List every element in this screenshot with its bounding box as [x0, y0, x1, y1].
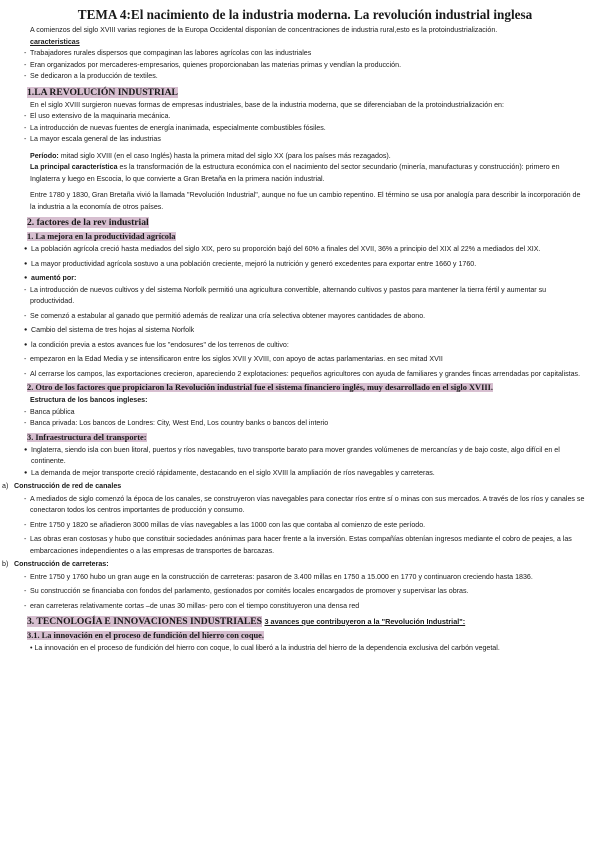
- list-item: ● La demanda de mejor transporte creció rápidamente, destacando en el siglo XVIII la ampliación de ríos navegables y carreteras.: [24, 468, 586, 480]
- list-item: - empezaron en la Edad Media y se intensificaron entre los siglos XVII y XVIII, con apoyo de actas parlamentarias. en sec mitad XVII: [24, 354, 586, 366]
- principal-paragraph: La principal característica es la transformación de la estructura económica con el nacimiento del sector secundario (minería, manufacturas y construcción): primero en Inglaterra y luego en Escocia, lo que convierte a Gran Bretaña en la primera nación industrial.: [30, 163, 560, 183]
- subsection-3-1-text: • La innovación en el proceso de fundición del hierro con coque, lo cual liberó a la industria del hierro de la dependencia exclusiva del carbón vegetal.: [30, 644, 500, 652]
- list-item: - Entre 1750 y 1760 hubo un gran auge en la construcción de carreteras: pasaron de 3.400 millas en 1750 a 15.000 en 1770 y continuaron creciendo hasta 1836.: [24, 572, 586, 584]
- section-1-item: - La introducción de nuevas fuentes de energía inanimada, especialmente combustibles fósiles.: [24, 123, 586, 135]
- list-item: - Las obras eran costosas y hubo que constituir sociedades anónimas para hacer frente a la inversión. Estas compañías obtenían ingresos mediante el cobro de peajes, a las embarcaciones independientes o a las empresas de transportes de barcazas.: [24, 534, 586, 557]
- intro-item: - Eran organizados por mercaderes-empresarios, quienes proporcionaban las materias primas y vendían la producción.: [24, 60, 586, 72]
- list-item: ● la condición previa a estos avances fue los "endosures" de los terrenos de cultivo:: [24, 340, 586, 352]
- intro-item: - Se dedicaron a la producción de textiles.: [24, 71, 586, 83]
- periodo-paragraph: Período: mitad siglo XVIII (en el caso Inglés) hasta la primera mitad del siglo XX (para los países más rezagados).: [30, 151, 391, 160]
- roads-heading: b) Construcción de carreteras:: [2, 560, 109, 568]
- list-item: ● Inglaterra, siendo isla con buen litoral, puertos y ríos navegables, tuvo transporte barato para mover grandes volúmenes de mercancías y de bajo coste, algo difícil en el continente.: [24, 445, 586, 468]
- subsection-3-1-heading: 3.1. La innovación en el proceso de fundición del hierro con coque.: [27, 631, 264, 640]
- subsection-2-3-heading: 3. Infraestructura del transporte:: [27, 432, 147, 442]
- section-1-closing: Entre 1780 y 1830, Gran Bretaña vivió la llamada "Revolución Industrial", aunque no fue un cambio repentino. El término se usa por analogía para describir la incorporación de la industria a la economía de otros países.: [30, 191, 581, 211]
- list-item: - A mediados de siglo comenzó la época de los canales, se construyeron vías navegables para conectar ríos entre sí o minas con sus mercados. A través de los ríos y canales se conectaron todos los centros importantes de producción y consumo.: [24, 494, 586, 517]
- list-item: - Se comenzó a estabular al ganado que permitió además de realizar una cría selectiva obtener mayores cantidades de abono.: [24, 311, 586, 323]
- section-2-heading: 2. factores de la rev industrial: [27, 217, 149, 228]
- subsection-2-1-heading: 1. La mejora en la productividad agrícola: [27, 232, 176, 241]
- list-item: ● Cambio del sistema de tres hojas al sistema Norfolk: [24, 325, 586, 337]
- list-item: - Entre 1750 y 1820 se añadieron 3000 millas de vías navegables a las 1000 con las que contaba al comienzo de este período.: [24, 520, 586, 532]
- list-item: - Banca privada: Los bancos de Londres: City, West End, Los country banks o bancos del interio: [24, 418, 586, 430]
- list-item: - Al cerrarse los campos, las exportaciones crecieron, apareciendo 2 explotaciones: pequeños agricultores con ayuda de familiares y grandes fincas arrendadas por capitalistas.: [24, 369, 586, 381]
- section-3-note: 3 avances que contribuyeron a la "Revolución Industrial":: [264, 617, 466, 626]
- aumento-label: ● aumentó por:: [24, 273, 586, 285]
- list-item: - Banca pública: [24, 407, 586, 419]
- intro-lead: A comienzos del siglo XVIII varias regiones de la Europa Occidental disponían de concentraciones de industria rural,esto es la protoindustrialización.: [30, 26, 498, 34]
- section-1-lead: En el siglo XVIII surgieron nuevas formas de empresas industriales, base de la industria moderna, que se diferenciaban de la protoindustrialización en:: [30, 100, 504, 109]
- bank-structure-label: Estructura de los bancos ingleses:: [30, 396, 148, 404]
- list-item: - La introducción de nuevos cultivos y del sistema Norfolk permitió una agricultura convertible, alternando cultivos y pastos para mantener la tierra fértil y aumentar su productividad.: [24, 285, 586, 308]
- section-1-item: - La mayor escala general de las industrias: [24, 134, 586, 146]
- intro-item: - Trabajadores rurales dispersos que compaginan las labores agrícolas con las industriales: [24, 48, 586, 60]
- document-title: TEMA 4:El nacimiento de la industria moderna. La revolución industrial inglesa: [77, 7, 533, 22]
- canals-heading: a) Construcción de red de canales: [2, 482, 122, 490]
- list-item: - eran carreteras relativamente cortas –de unas 30 millas- pero con el tiempo constituyeron una densa red: [24, 601, 586, 613]
- section-1-item: - El uso extensivo de la maquinaria mecánica.: [24, 111, 586, 123]
- intro-characteristics-label: caracteristicas: [30, 37, 80, 46]
- subsection-2-2-heading: 2. Otro de los factores que propiciaron la Revolución industrial fue el sistema financiero inglés, muy desarrollado en el siglo XVIII.: [27, 383, 493, 392]
- list-item: ● La mayor productividad agrícola sostuvo a una población creciente, mejoró la nutrición y generó excedentes para exportar entre 1660 y 1760.: [24, 259, 586, 271]
- section-3-heading: 3. TECNOLOGÍA E INNOVACIONES INDUSTRIALES 3 avances que contribuyeron a la "Revolución Industrial":: [27, 616, 466, 627]
- section-1-heading: 1.LA REVOLUCIÓN INDUSTRIAL: [27, 86, 178, 98]
- list-item: ● La población agrícola creció hasta mediados del siglo XIX, pero su proporción bajó del 60% a finales del XVII, 36% a principio del XIX al 22% a mediados del XIX.: [24, 244, 586, 256]
- list-item: - Su construcción se financiaba con fondos del parlamento, gestionados por comités locales encargados de promover y supervisar las obras.: [24, 586, 586, 598]
